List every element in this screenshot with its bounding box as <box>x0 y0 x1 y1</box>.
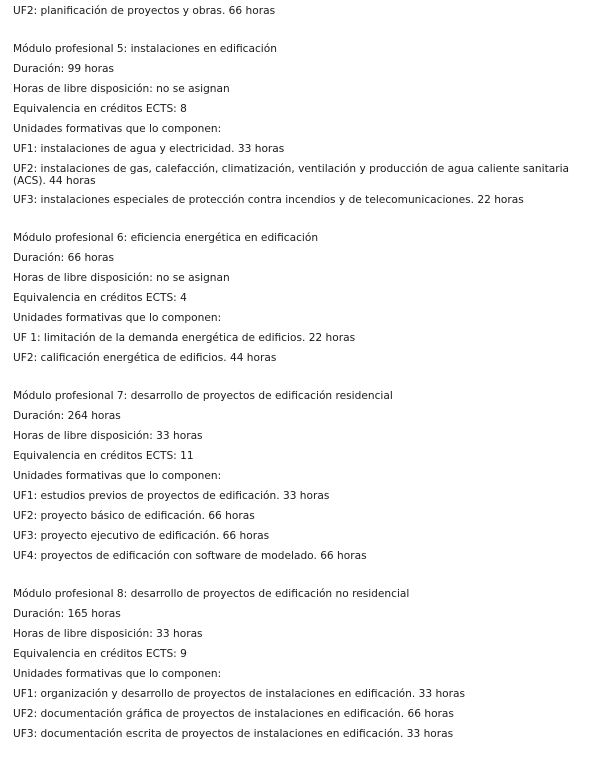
unit-item: UF1: organización y desarrollo de proyectos de instalaciones en edificación. 33 horas <box>13 688 466 700</box>
module-ects: Equivalencia en créditos ECTS: 8 <box>13 103 187 115</box>
unit-item: UF3: documentación escrita de proyectos de instalaciones en edificación. 33 horas <box>13 728 454 740</box>
module-units-header: Unidades formativas que lo componen: <box>13 668 222 680</box>
previous-unit-line: UF2: planificación de proyectos y obras. 66 horas <box>13 5 276 17</box>
module-duration: Duración: 165 horas <box>13 608 121 620</box>
unit-item: UF2: instalaciones de gas, calefacción, climatización, ventilación y producción de agua caliente sanitaria (ACS). 44 horas <box>13 163 570 187</box>
unit-item: UF1: instalaciones de agua y electricidad. 33 horas <box>13 143 285 155</box>
unit-item: UF2: documentación gráfica de proyectos de instalaciones en edificación. 66 horas <box>13 708 454 720</box>
module-units-header: Unidades formativas que lo componen: <box>13 312 222 324</box>
module-ects: Equivalencia en créditos ECTS: 4 <box>13 292 187 304</box>
module-free-hours: Horas de libre disposición: 33 horas <box>13 430 203 442</box>
unit-item: UF4: proyectos de edificación con software de modelado. 66 horas <box>13 550 367 562</box>
module-duration: Duración: 99 horas <box>13 63 115 75</box>
module-ects: Equivalencia en créditos ECTS: 11 <box>13 450 194 462</box>
module-title: Módulo profesional 6: eficiencia energética en edificación <box>13 232 319 244</box>
module-units-header: Unidades formativas que lo componen: <box>13 470 222 482</box>
unit-item: UF3: proyecto ejecutivo de edificación. 66 horas <box>13 530 270 542</box>
unit-item: UF1: estudios previos de proyectos de edificación. 33 horas <box>13 490 330 502</box>
module-free-hours: Horas de libre disposición: no se asignan <box>13 83 230 95</box>
module-6 <box>13 232 593 365</box>
module-title: Módulo profesional 5: instalaciones en edificación <box>13 43 277 55</box>
module-units-header: Unidades formativas que lo componen: <box>13 123 222 135</box>
module-duration: Duración: 66 horas <box>13 252 115 264</box>
module-free-hours: Horas de libre disposición: 33 horas <box>13 628 203 640</box>
module-8 <box>13 588 593 741</box>
unit-item: UF 1: limitación de la demanda energética de edificios. 22 horas <box>13 332 356 344</box>
module-free-hours: Horas de libre disposición: no se asignan <box>13 272 230 284</box>
unit-item: UF3: instalaciones especiales de protección contra incendios y de telecomunicaciones. 22 horas <box>13 194 524 206</box>
module-5 <box>13 43 593 207</box>
module-title: Módulo profesional 8: desarrollo de proyectos de edificación no residencial <box>13 588 410 600</box>
unit-item: UF2: calificación energética de edificios. 44 horas <box>13 352 277 364</box>
unit-item: UF2: proyecto básico de edificación. 66 horas <box>13 510 255 522</box>
module-ects: Equivalencia en créditos ECTS: 9 <box>13 648 187 660</box>
module-7 <box>13 390 593 563</box>
document-body <box>13 5 593 748</box>
module-duration: Duración: 264 horas <box>13 410 121 422</box>
module-title: Módulo profesional 7: desarrollo de proyectos de edificación residencial <box>13 390 393 402</box>
